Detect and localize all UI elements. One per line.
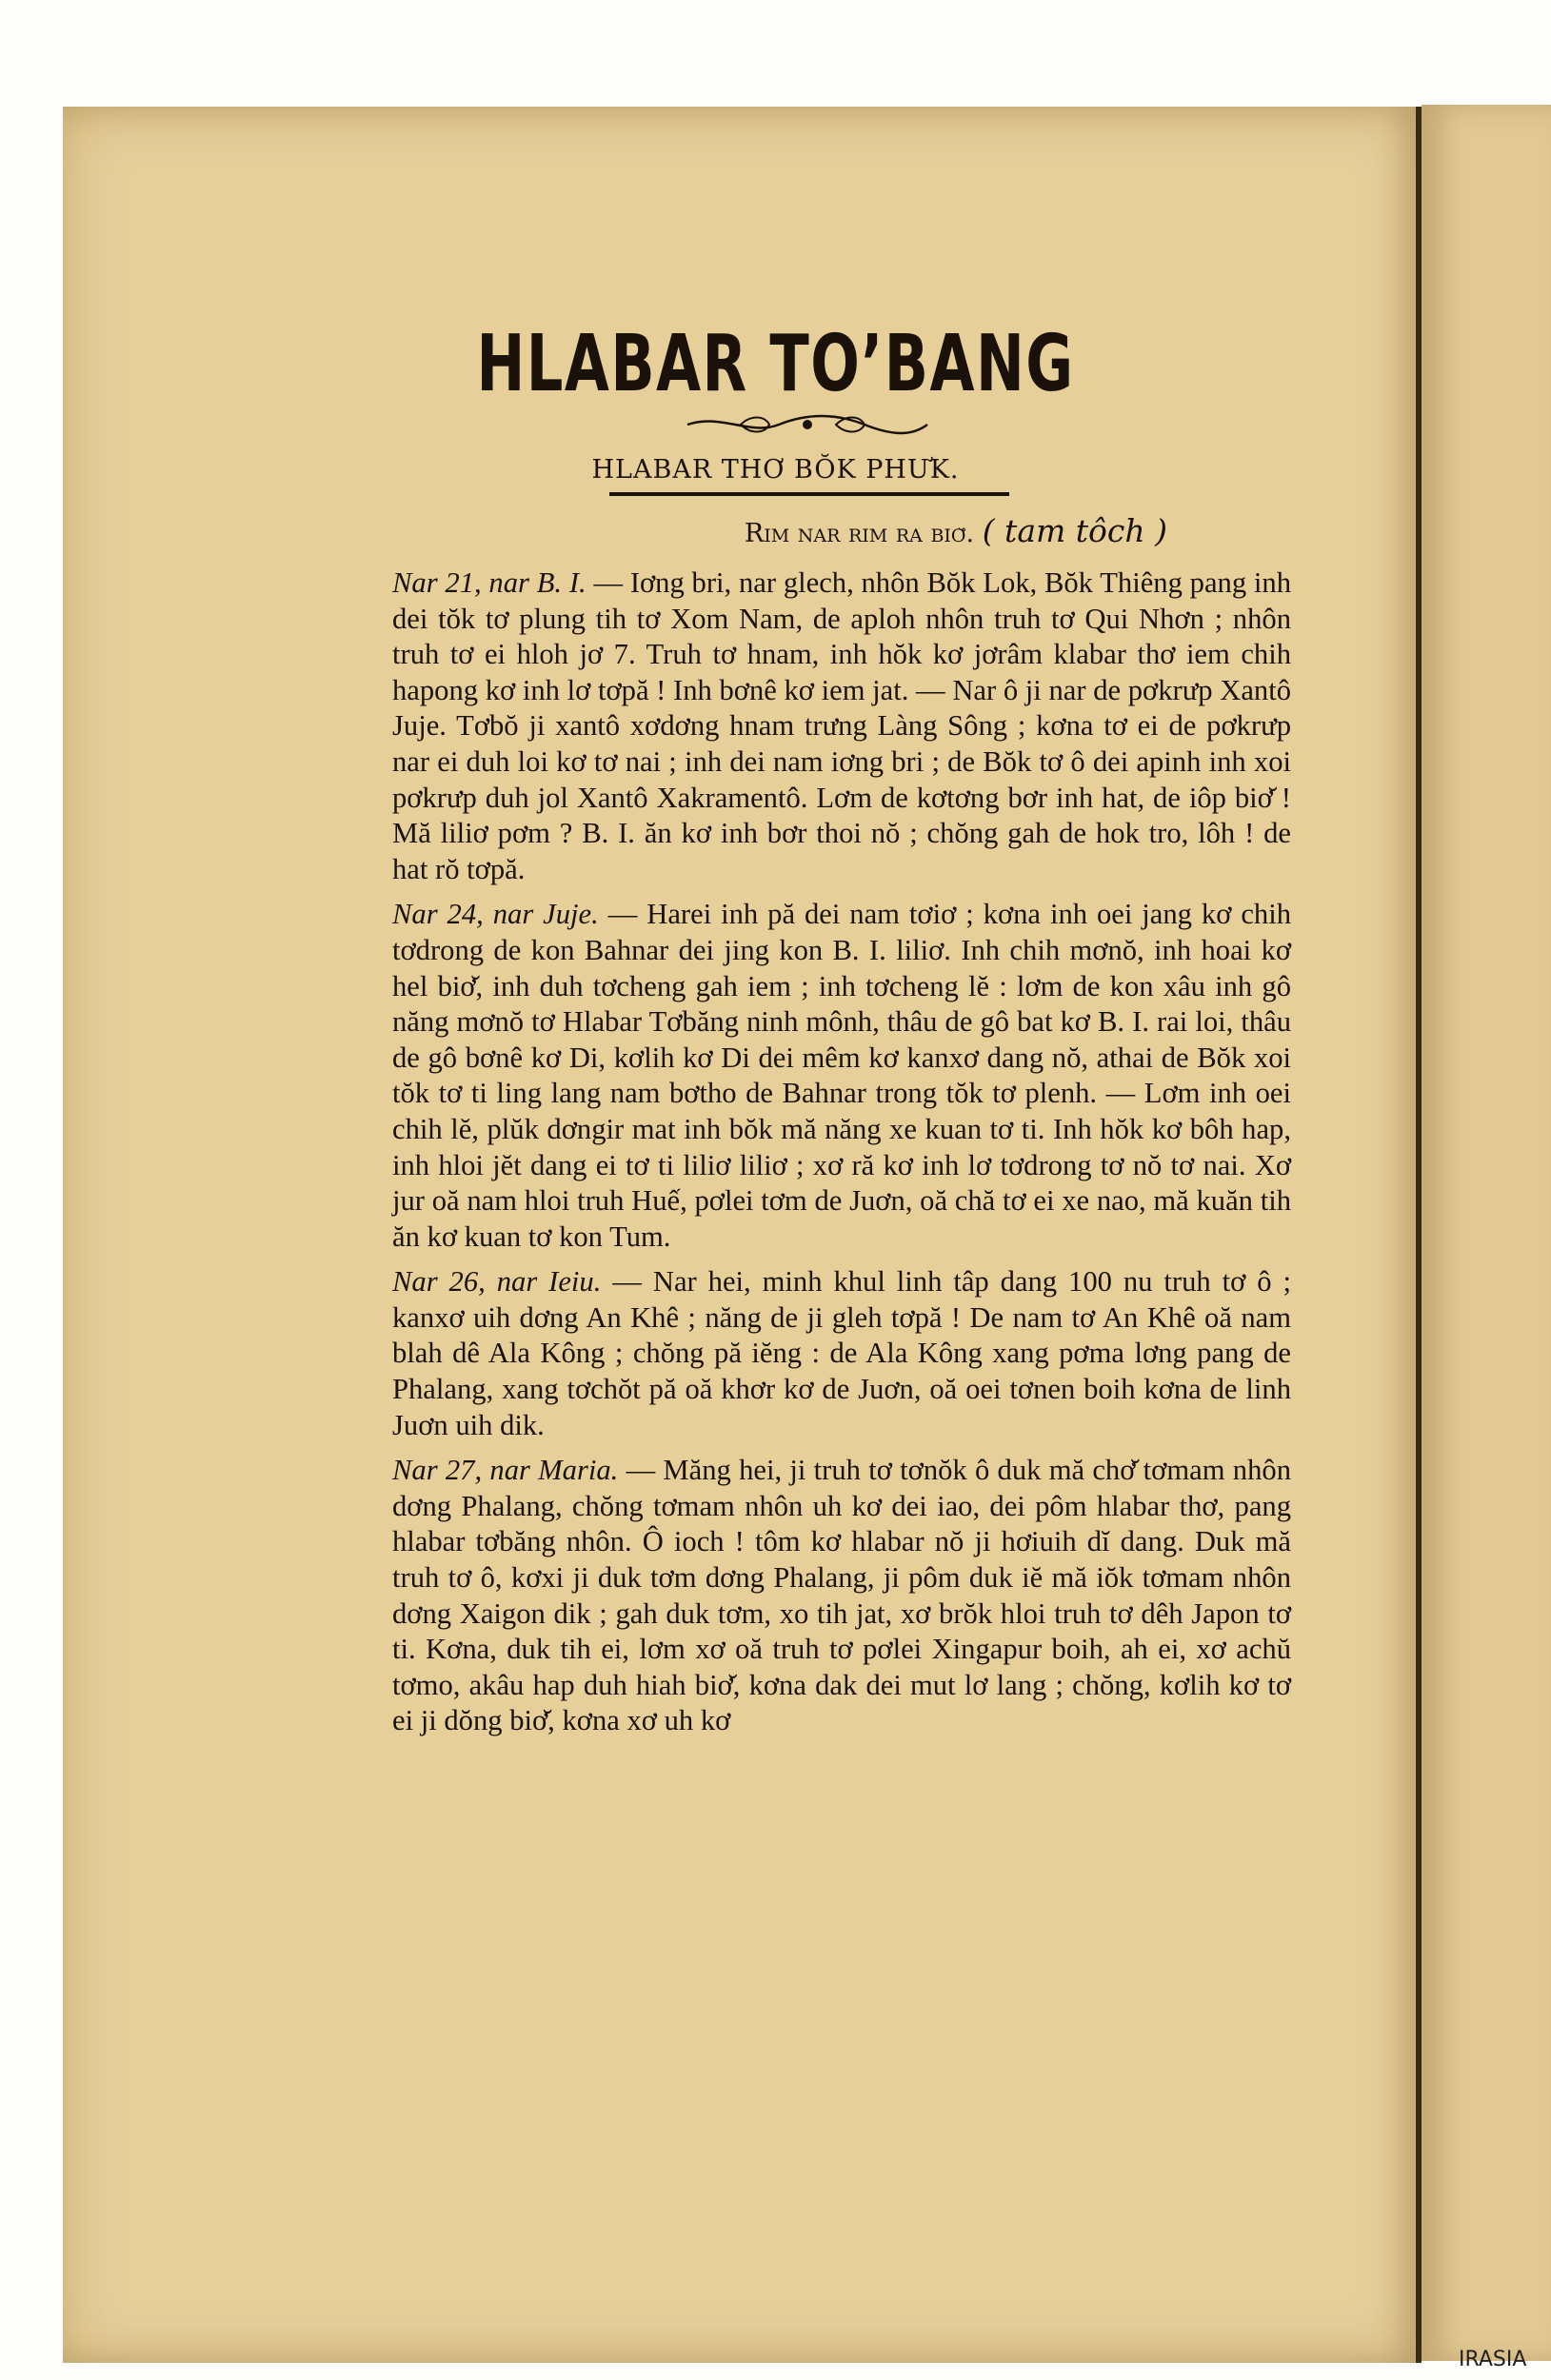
entry-paragraph	[392, 897, 1291, 1255]
byline-text: Rim nar rim ra biơ̆.	[744, 519, 975, 548]
byline	[0, 512, 1167, 549]
entry-date: Nar 26, nar Ieiu.	[392, 1265, 602, 1299]
page-title: HLABAR TO’BANG	[476, 319, 1075, 409]
article-body	[392, 565, 1291, 1749]
entry-text: — Iơng bri, nar glech, nhôn Bŏk Lok, Bŏk Thiêng pang inh dei tŏk tơ plung tih tơ Xom Nam, de aploh nhôn truh tơ Qui Nhơn ; nhôn truh tơ ei hloh jơ 7. Truh tơ hnam, inh hŏk kơ jơrâm klabar thơ iem chih hapong kơ inh lơ tơpă ! Inh bơnê kơ iem jat. — Nar ô ji nar de pơkrưp Xantô Juje. Tơbŏ ji xantô xơdơng hnam trưng Làng Sông ; kơna tơ ei de pơkrưp nar ei duh loi kơ tơ nai ; inh dei nam iơng bri ; de Bŏk tơ ô dei apinh inh xoi pơkrưp duh jol Xantô Xakramentô. Lơm de kơtơng bơr inh hat, de iôp biơ̆ ! Mă liliơ pơm ? B. I. ăn kơ inh bơr thoi nŏ ; chŏng gah de hok tro, lôh ! de hat rŏ tơpă.	[392, 566, 1291, 885]
subtitle-rule	[609, 492, 1009, 496]
entry-text: — Nar hei, minh khul linh tâp dang 100 nu truh tơ ô ; kanxơ uih dơng An Khê ; năng de ji gleh tơpă ! De nam tơ An Khê oă nam blah dê Ala Kông ; chŏng pă iĕng : de Ala Kông xang pơma lơng pang de Phalang, xang tơchŏt pă oă khơr kơ de Juơn, oă oei tơnen boih kơna de linh Juơn uih dik.	[392, 1265, 1291, 1441]
byline-note: ( tam tôch )	[982, 512, 1167, 549]
archive-watermark: IRASIA	[1459, 2348, 1527, 2371]
entry-paragraph	[392, 565, 1291, 887]
section-subtitle: HLABAR THƠ BŎK PHƯK.	[591, 455, 960, 485]
entry-paragraph	[392, 1264, 1291, 1443]
entry-text: — Harei inh pă dei nam tơiơ ; kơna inh oei jang kơ chih tơdrong de kon Bahnar dei jing kon B. I. liliơ. Inh chih mơnŏ, inh hoai kơ hel biơ̆, inh duh tơcheng gah iem ; inh tơcheng lĕ : lơm de kon xâu inh gô năng mơnŏ tơ Hlabar Tơbăng ninh mônh, thâu de gô bat kơ B. I. rai loi, thâu de gô bơnê kơ Di, kơlih kơ Di dei mêm kơ kanxơ dang nŏ, athai de Bŏk xoi tŏk tơ ti ling lang nam bơtho de Bahnar trong tŏk tơ plenh. — Lơm inh oei chih lĕ, plŭk dơngir mat inh bŏk mă năng xe kuan tơ ti. Inh hŏk kơ bôh hap, inh hloi jĕt dang ei tơ ti liliơ liliơ ; xơ ră kơ inh lơ tơdrong tơ nŏ tơ nai. Xơ jur oă nam hloi truh Huế, pơlei tơm de Juơn, oă chă tơ ei xe nao, mă kuăn tih ăn kơ kuan tơ kon Tum.	[392, 898, 1291, 1253]
entry-date: Nar 21, nar B. I.	[392, 566, 587, 599]
flourish-ornament-icon	[684, 411, 931, 438]
entry-date: Nar 24, nar Juje.	[392, 898, 599, 931]
entry-text: — Măng hei, ji truh tơ tơnŏk ô duk mă chơ̆ tơmam nhôn dơng Phalang, chŏng tơmam nhôn uh kơ dei iao, dei pôm hlabar thơ, pang hlabar tơbăng nhôn. Ô ioch ! tôm kơ hlabar nŏ ji hơiuih dĭ dang. Duk mă truh tơ ô, kơxi ji duk tơm dơng Phalang, ji pôm duk iĕ mă iŏk tơmam nhôn dơng Xaigon dik ; gah duk tơm, xo tih jat, xơ brŏk hloi truh tơ dêh Japon tơ ti. Kơna, duk tih ei, lơm xơ oă truh tơ pơlei Xingapur boih, ah ei, xơ achŭ tơmo, akâu hap duh hiah biơ̆, kơna dak dei mut lơ lang ; chŏng, kơlih kơ tơ ei ji dŏng biơ̆, kơna xơ uh kơ	[392, 1454, 1291, 1737]
entry-date: Nar 27, nar Maria.	[392, 1454, 619, 1487]
adjacent-page-edge	[1422, 105, 1551, 2361]
entry-paragraph	[392, 1453, 1291, 1739]
